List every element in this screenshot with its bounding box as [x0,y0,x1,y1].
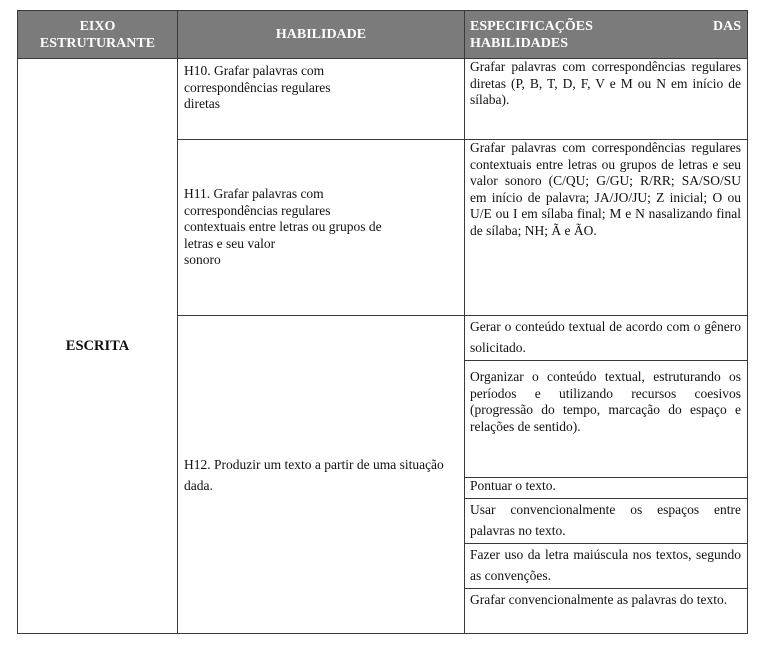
h12-spec-6: Grafar convencionalmente as palavras do texto. [465,589,748,634]
header-row [18,11,748,59]
h12-spec-1: Gerar o conteúdo textual de acordo com o gênero solicitado. [465,316,748,361]
row-h10 [18,59,748,140]
h12-habilidade: H12. Produzir um texto a partir de uma situação dada. [178,316,465,634]
h12-spec-5: Fazer uso da letra maiúscula nos textos, segundo as convenções. [465,544,748,589]
h12-spec-2: Organizar o conteúdo textual, estruturando os períodos e utilizando recursos coesivos (progressão do tempo, marcação do espaço e relações de sentido). [465,361,748,478]
h11-hab-line: correspondências regulares [184,202,331,218]
header-eixo [18,11,178,59]
header-spec-line2: HABILIDADES [470,36,569,51]
h11-hab-line: sonoro [184,252,221,268]
header-especificacoes [465,11,748,59]
skills-table [17,10,748,634]
h12-spec-4: Usar convencionalmente os espaços entre palavras no texto. [465,499,748,544]
h11-hab-line: contextuais entre letras ou grupos de [184,219,382,235]
h11-especificacao: Grafar palavras com correspondências regulares contextuais entre letras ou grupos de letras e seu valor sonoro (C/QU; G/GU; R/RR; SA/SO/SU em início de palavra; JA/JO/JU; Z inicial; O ou U/E ou I em sílaba final; M e N nasalizando final de sílaba; NH; Ã e ÃO. [465,140,748,316]
header-habilidade: HABILIDADE [178,11,465,59]
h10-hab-line: H10. Grafar palavras com [184,63,325,78]
h10-hab-line: correspondências regulares [184,79,331,95]
h12-spec-3: Pontuar o texto. [465,478,748,499]
h11-hab-line: letras e seu valor [184,235,276,251]
h10-especificacao: Grafar palavras com correspondências regulares diretas (P, B, T, D, F, V e M ou N em início de sílaba). [465,59,748,140]
h10-habilidade [178,59,465,140]
h10-hab-line: diretas [184,96,220,111]
h11-habilidade [178,140,465,316]
header-spec-word1: ESPECIFICAÇÕES [470,19,593,34]
header-spec-line1 [470,18,741,35]
eixo-cell: ESCRITA [18,59,178,634]
header-spec-word2: DAS [712,19,741,34]
h11-hab-line: H11. Grafar palavras com [184,186,324,202]
header-eixo-line1: EIXO [79,18,116,34]
header-eixo-line2: ESTRUTURANTE [39,35,156,51]
